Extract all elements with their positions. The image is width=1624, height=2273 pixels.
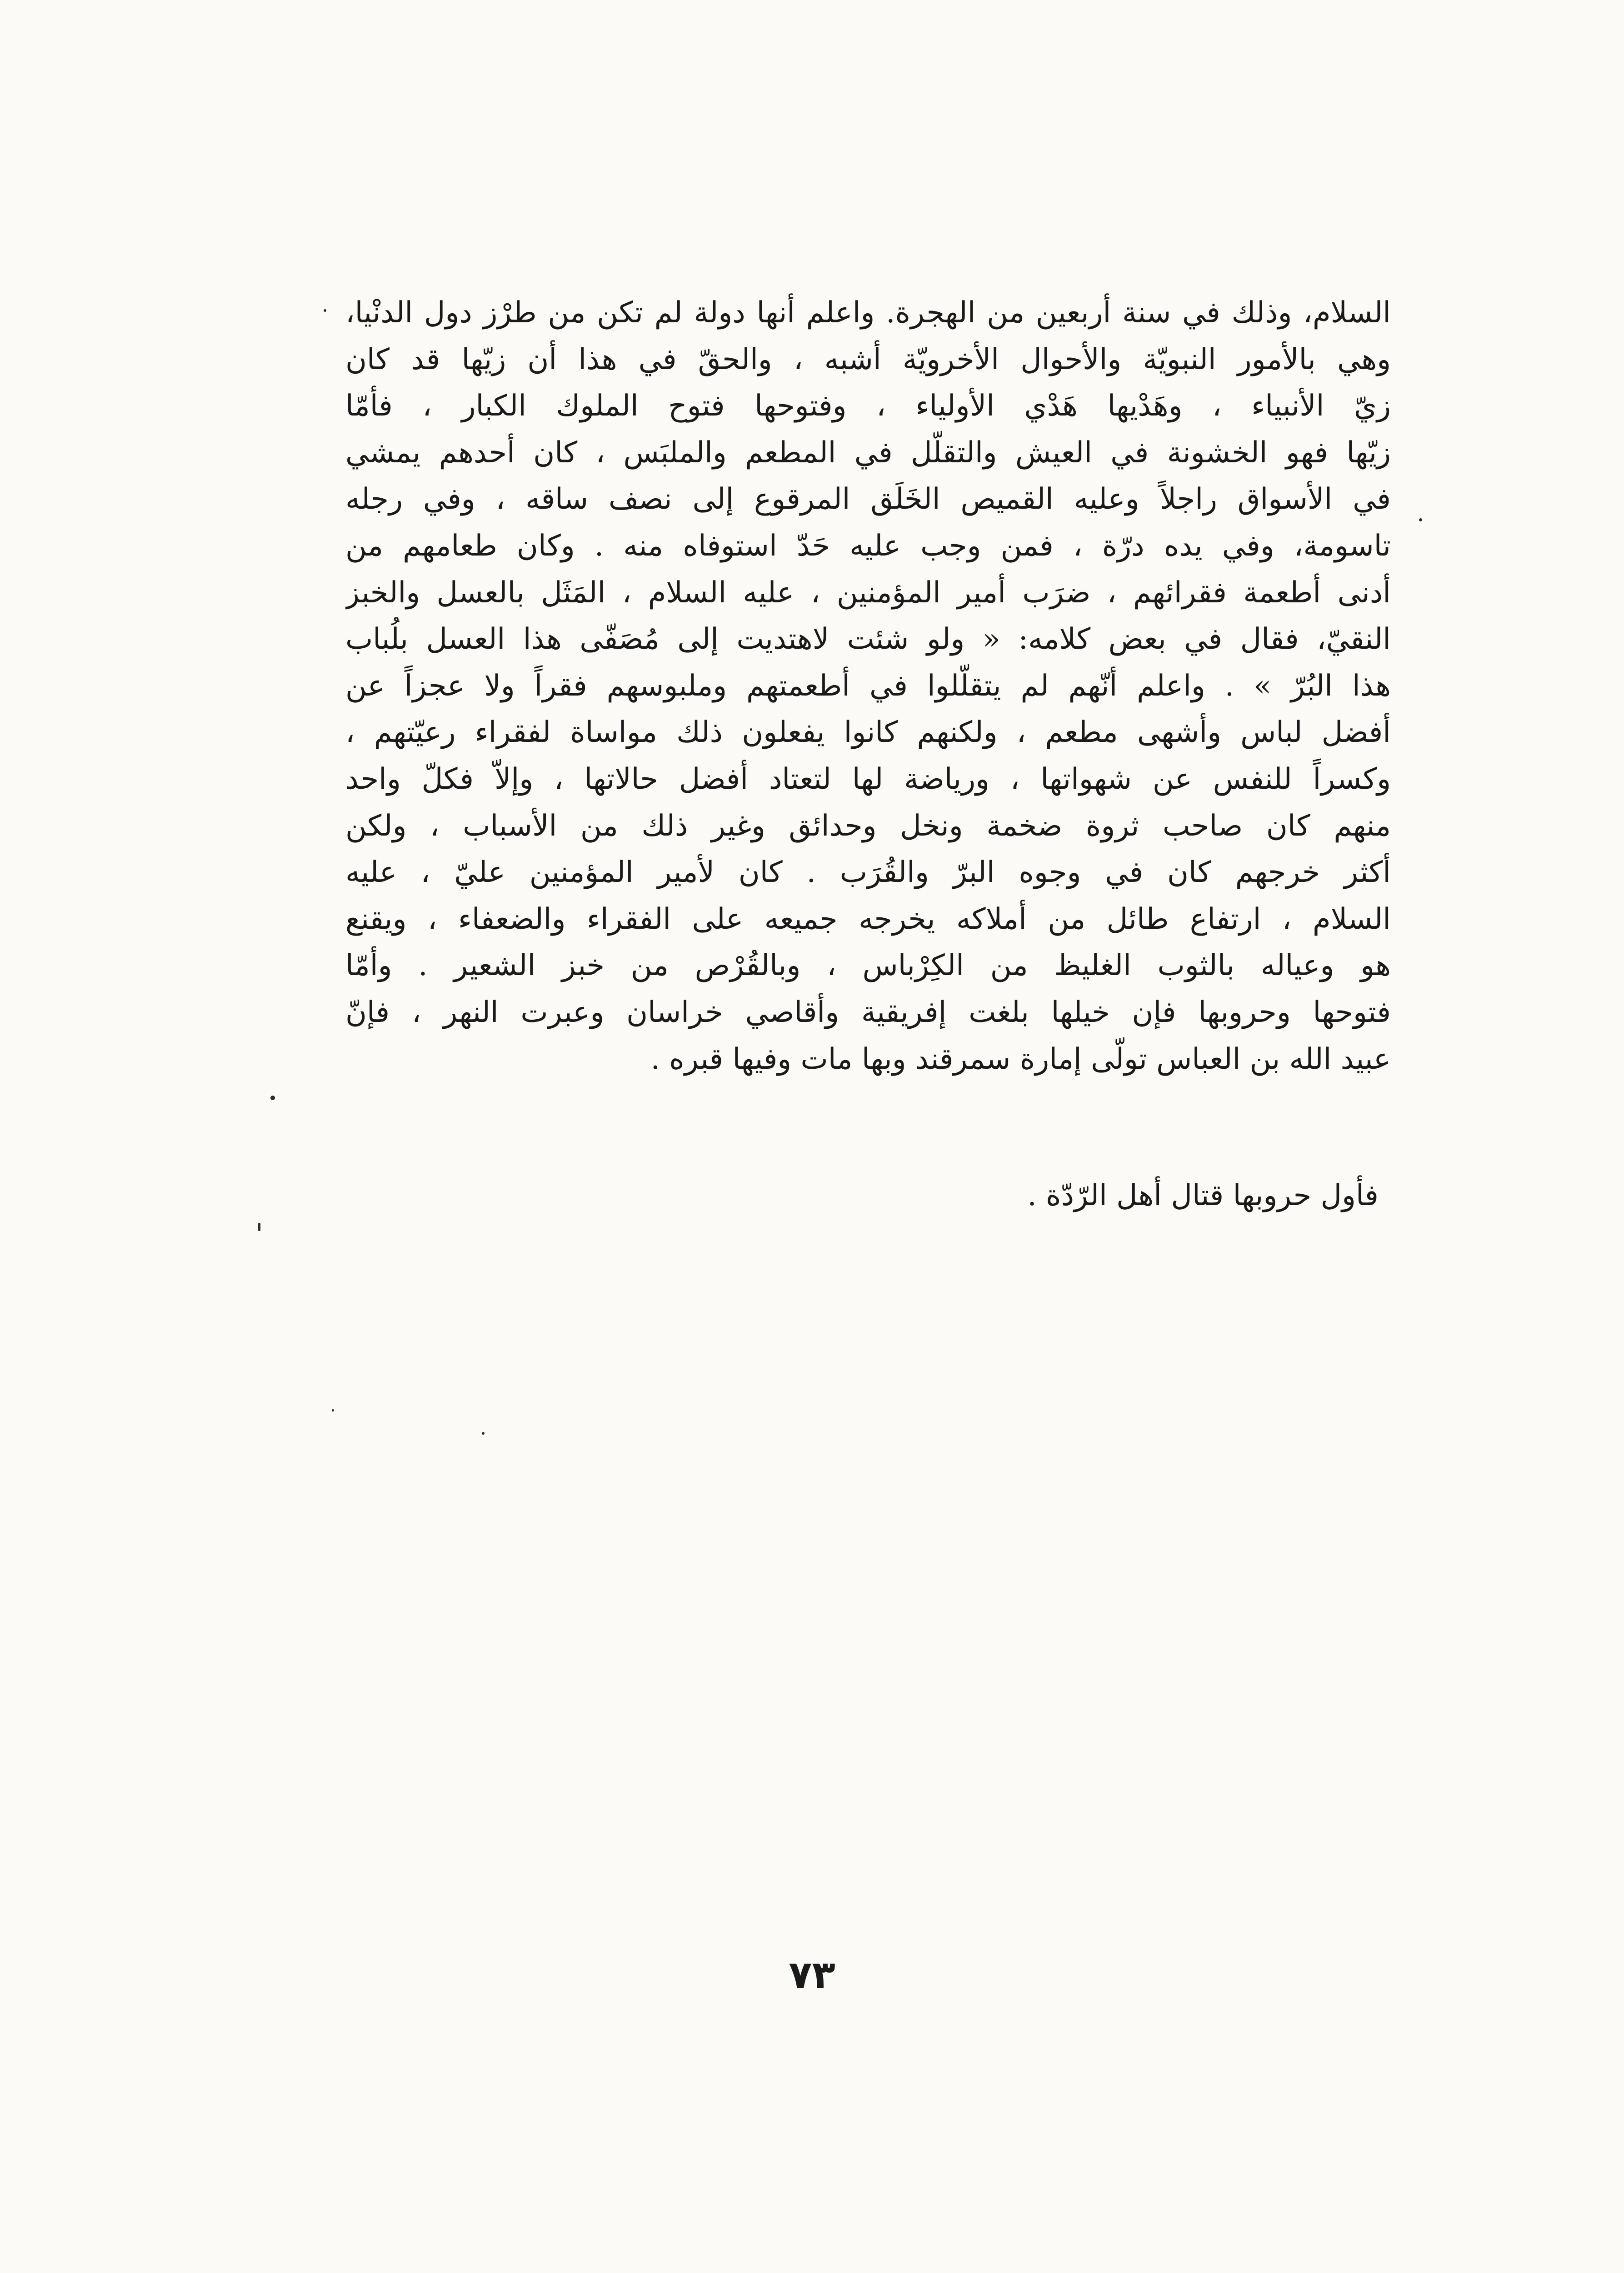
- text-line: أكثر خرجهم كان في وجوه البرّ والقُرَب . كان لأمير المؤمنين عليّ ، عليه: [345, 856, 1391, 890]
- text-line-last: عبيد الله بن العباس تولّى إمارة سمرقند وبها مات وفيها قبره .: [650, 1042, 1391, 1076]
- main-paragraph: [345, 291, 1391, 1084]
- text-line: في الأسواق راجلاً وعليه القميص الخَلَق المرقوع إلى نصف ساقه ، وفي رجله: [345, 482, 1391, 516]
- text-line: النقيّ، فقال في بعض كلامه: « ولو شئت لاهتديت إلى مُصَفّى هذا العسل بلُباب: [345, 622, 1391, 656]
- text-line: تاسومة، وفي يده درّة ، فمن وجب عليه حَدّ استوفاه منه . وكان طعامهم من: [345, 529, 1391, 563]
- text-line: زيّ الأنبياء ، وهَدْيها هَدْي الأولياء ، وفتوحها فتوح الملوك الكبار ، فأمّا: [345, 389, 1391, 423]
- scan-speck: [258, 1223, 260, 1231]
- scan-speck: [270, 1096, 275, 1100]
- text-line: السلام ، ارتفاع طائل من أملاكه يخرجه جميعه على الفقراء والضعفاء ، ويقنع: [345, 902, 1391, 936]
- scan-speck: [1419, 518, 1422, 521]
- text-line: زيّها فهو الخشونة في العيش والتقلّل في المطعم والملبَس ، كان أحدهم يمشي: [345, 436, 1391, 470]
- scan-speck: [324, 309, 326, 312]
- closing-line: فأول حروبها قتال أهل الرّدّة .: [1027, 1179, 1379, 1212]
- page-number: ٧٣: [789, 1953, 835, 1997]
- text-line: وكسراً للنفس عن شهواتها ، ورياضة لها لتعتاد أفضل حالاتها ، وإلاّ فكلّ واحد: [345, 762, 1391, 796]
- text-line: هذا البُرّ » . واعلم أنّهم لم يتقلّلوا في أطعمتهم وملبوسهم فقراً ولا عجزاً عن: [345, 669, 1391, 703]
- scan-speck: [482, 1432, 485, 1435]
- text-line: هو وعياله بالثوب الغليظ من الكِرْباس ، وبالقُرْص من خبز الشعير . وأمّا: [345, 949, 1391, 983]
- text-line: أدنى أطعمة فقرائهم ، ضرَب أمير المؤمنين ، عليه السلام ، المَثَل بالعسل والخبز: [345, 576, 1391, 610]
- text-line: أفضل لباس وأشهى مطعم ، ولكنهم كانوا يفعلون ذلك مواساة لفقراء رعيّتهم ،: [345, 716, 1391, 750]
- text-line: السلام، وذلك في سنة أربعين من الهجرة. واعلم أنها دولة لم تكن من طرْز دول الدنْيا،: [345, 296, 1391, 330]
- text-line: وهي بالأمور النبويّة والأحوال الأخرويّة أشبه ، والحقّ في هذا أن زيّها قد كان: [345, 342, 1391, 376]
- text-line: فتوحها وحروبها فإن خيلها بلغت إفريقية وأقاصي خراسان وعبرت النهر ، فإنّ: [345, 995, 1391, 1029]
- text-line: منهم كان صاحب ثروة ضخمة ونخل وحدائق وغير ذلك من الأسباب ، ولكن: [345, 809, 1391, 843]
- scan-speck: [332, 1409, 334, 1412]
